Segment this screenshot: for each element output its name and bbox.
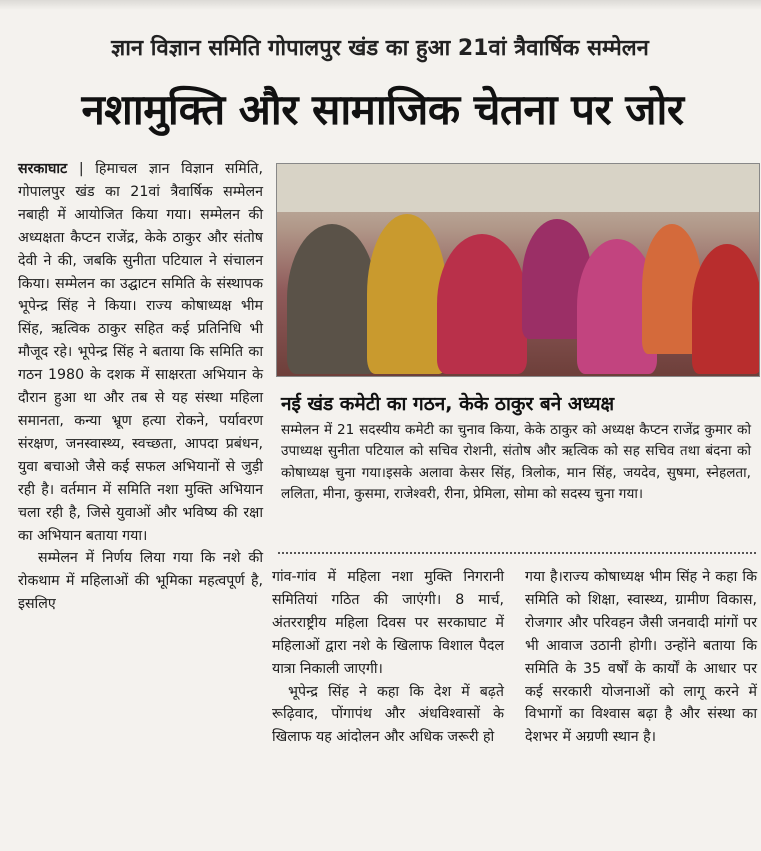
dateline: सरकाघाट	[18, 161, 68, 177]
column-2-paragraph-2: भूपेन्द्र सिंह ने कहा कि देश में बढ़ते रूढ़िवाद, पोंगापंथ और अंधविश्वासों के खिलाफ यह आंदोलन और अधिक जरूरी हो	[272, 683, 504, 746]
committee-box	[281, 420, 751, 505]
photo-figure	[287, 224, 377, 374]
box-subheading: नई खंड कमेटी का गठन, केके ठाकुर बने अध्यक्ष	[281, 393, 615, 415]
photo-figure	[367, 214, 447, 374]
lead-text: | हिमाचल ज्ञान विज्ञान समिति, गोपालपुर खंड का 21वां त्रैवार्षिक सम्मेलन नबाही में आयोजित किया गया। सम्मेलन की अध्यक्षता कैप्टन राजेंद्र, केके ठाकुर और संतोष देवी ने की, जबकि सुनीता पटियाल ने संचालन किया। सम्मेलन का उद्घाटन समिति के संस्थापक भूपेन्द्र सिंह ने किया। राज्य कोषाध्यक्ष भीम सिंह, ऋत्विक ठाकुर सहित कई प्रतिनिधि भी मौजूद रहे। भूपेन्द्र सिंह ने बताया कि समिति का गठन 1980 के दशक में साक्षरता अभियान के दौरान हुआ था और तब से यह संस्था महिला समानता, कन्या भ्रूण हत्या रोकने, पर्यावरण संरक्षण, जनस्वास्थ्य, स्वच्छता, आपदा प्रबंधन, युवा बचाओ जैसे कई सफल अभियानों से जुड़ी रही है। वर्तमान में समिति नशा मुक्ति अभियान चला रही है, जिसे युवाओं और भविष्य की रक्षा का अभियान बताया गया।	[18, 161, 263, 544]
committee-text: सम्मेलन में 21 सदस्यीय कमेटी का चुनाव किया, केके ठाकुर को अध्यक्ष कैप्टन राजेंद्र कुमार को उपाध्यक्ष सुनीता पटियाल को सचिव रोशनी, संतोष और ऋत्विक को सह सचिव तथा बंदना को कोषाध्यक्ष चुना गया।इसके अलावा केसर सिंह, त्रिलोक, मान सिंह, जयदेव, सुषमा, स्नेहलता, ललिता, मीना, कुसमा, राजेश्वरी, रीना, प्रेमिला, सोमा को सदस्य चुना गया।	[281, 422, 751, 502]
previous-article-edge	[0, 0, 761, 10]
meeting-photo	[276, 163, 760, 377]
article-headline: नशामुक्ति और सामाजिक चेतना पर जोर	[81, 85, 684, 134]
column-1-paragraph-2: सम्मेलन में निर्णय लिया गया कि नशे की रोकथाम में महिलाओं की भूमिका महत्वपूर्ण है, इसलिए	[18, 550, 263, 613]
column-2-paragraph-1: गांव-गांव में महिला नशा मुक्ति निगरानी समितियां गठित की जाएंगी। 8 मार्च, अंतरराष्ट्रीय महिला दिवस पर सरकाघाट में महिलाओं द्वारा नशे के खिलाफ विशाल पैदल यात्रा निकाली जाएगी।	[272, 569, 504, 677]
article-column-1	[18, 158, 263, 616]
photo-figure	[692, 244, 760, 374]
photo-background	[277, 164, 759, 212]
photo-figure	[437, 234, 527, 374]
lead-paragraph	[18, 158, 263, 547]
column-3-paragraph: गया है।राज्य कोषाध्यक्ष भीम सिंह ने कहा कि समिति को शिक्षा, स्वास्थ्य, ग्रामीण विकास, रोजगार और परिवहन जैसी जनवादी मांगों पर भी आवाज उठानी होगी। उन्होंने बताया कि समिति के 35 वर्षों के कार्यों के आधार पर कई सरकारी योजनाओं को लागू करने में विभागों का विश्वास बढ़ा है और संस्था का देशभर में अग्रणी स्थान है।	[525, 569, 757, 746]
dotted-divider	[278, 552, 756, 554]
article-kicker: ज्ञान विज्ञान समिति गोपालपुर खंड का हुआ 21वां त्रैवार्षिक सम्मेलन	[111, 36, 649, 61]
article-column-3	[525, 566, 757, 749]
article-column-2	[272, 566, 504, 749]
